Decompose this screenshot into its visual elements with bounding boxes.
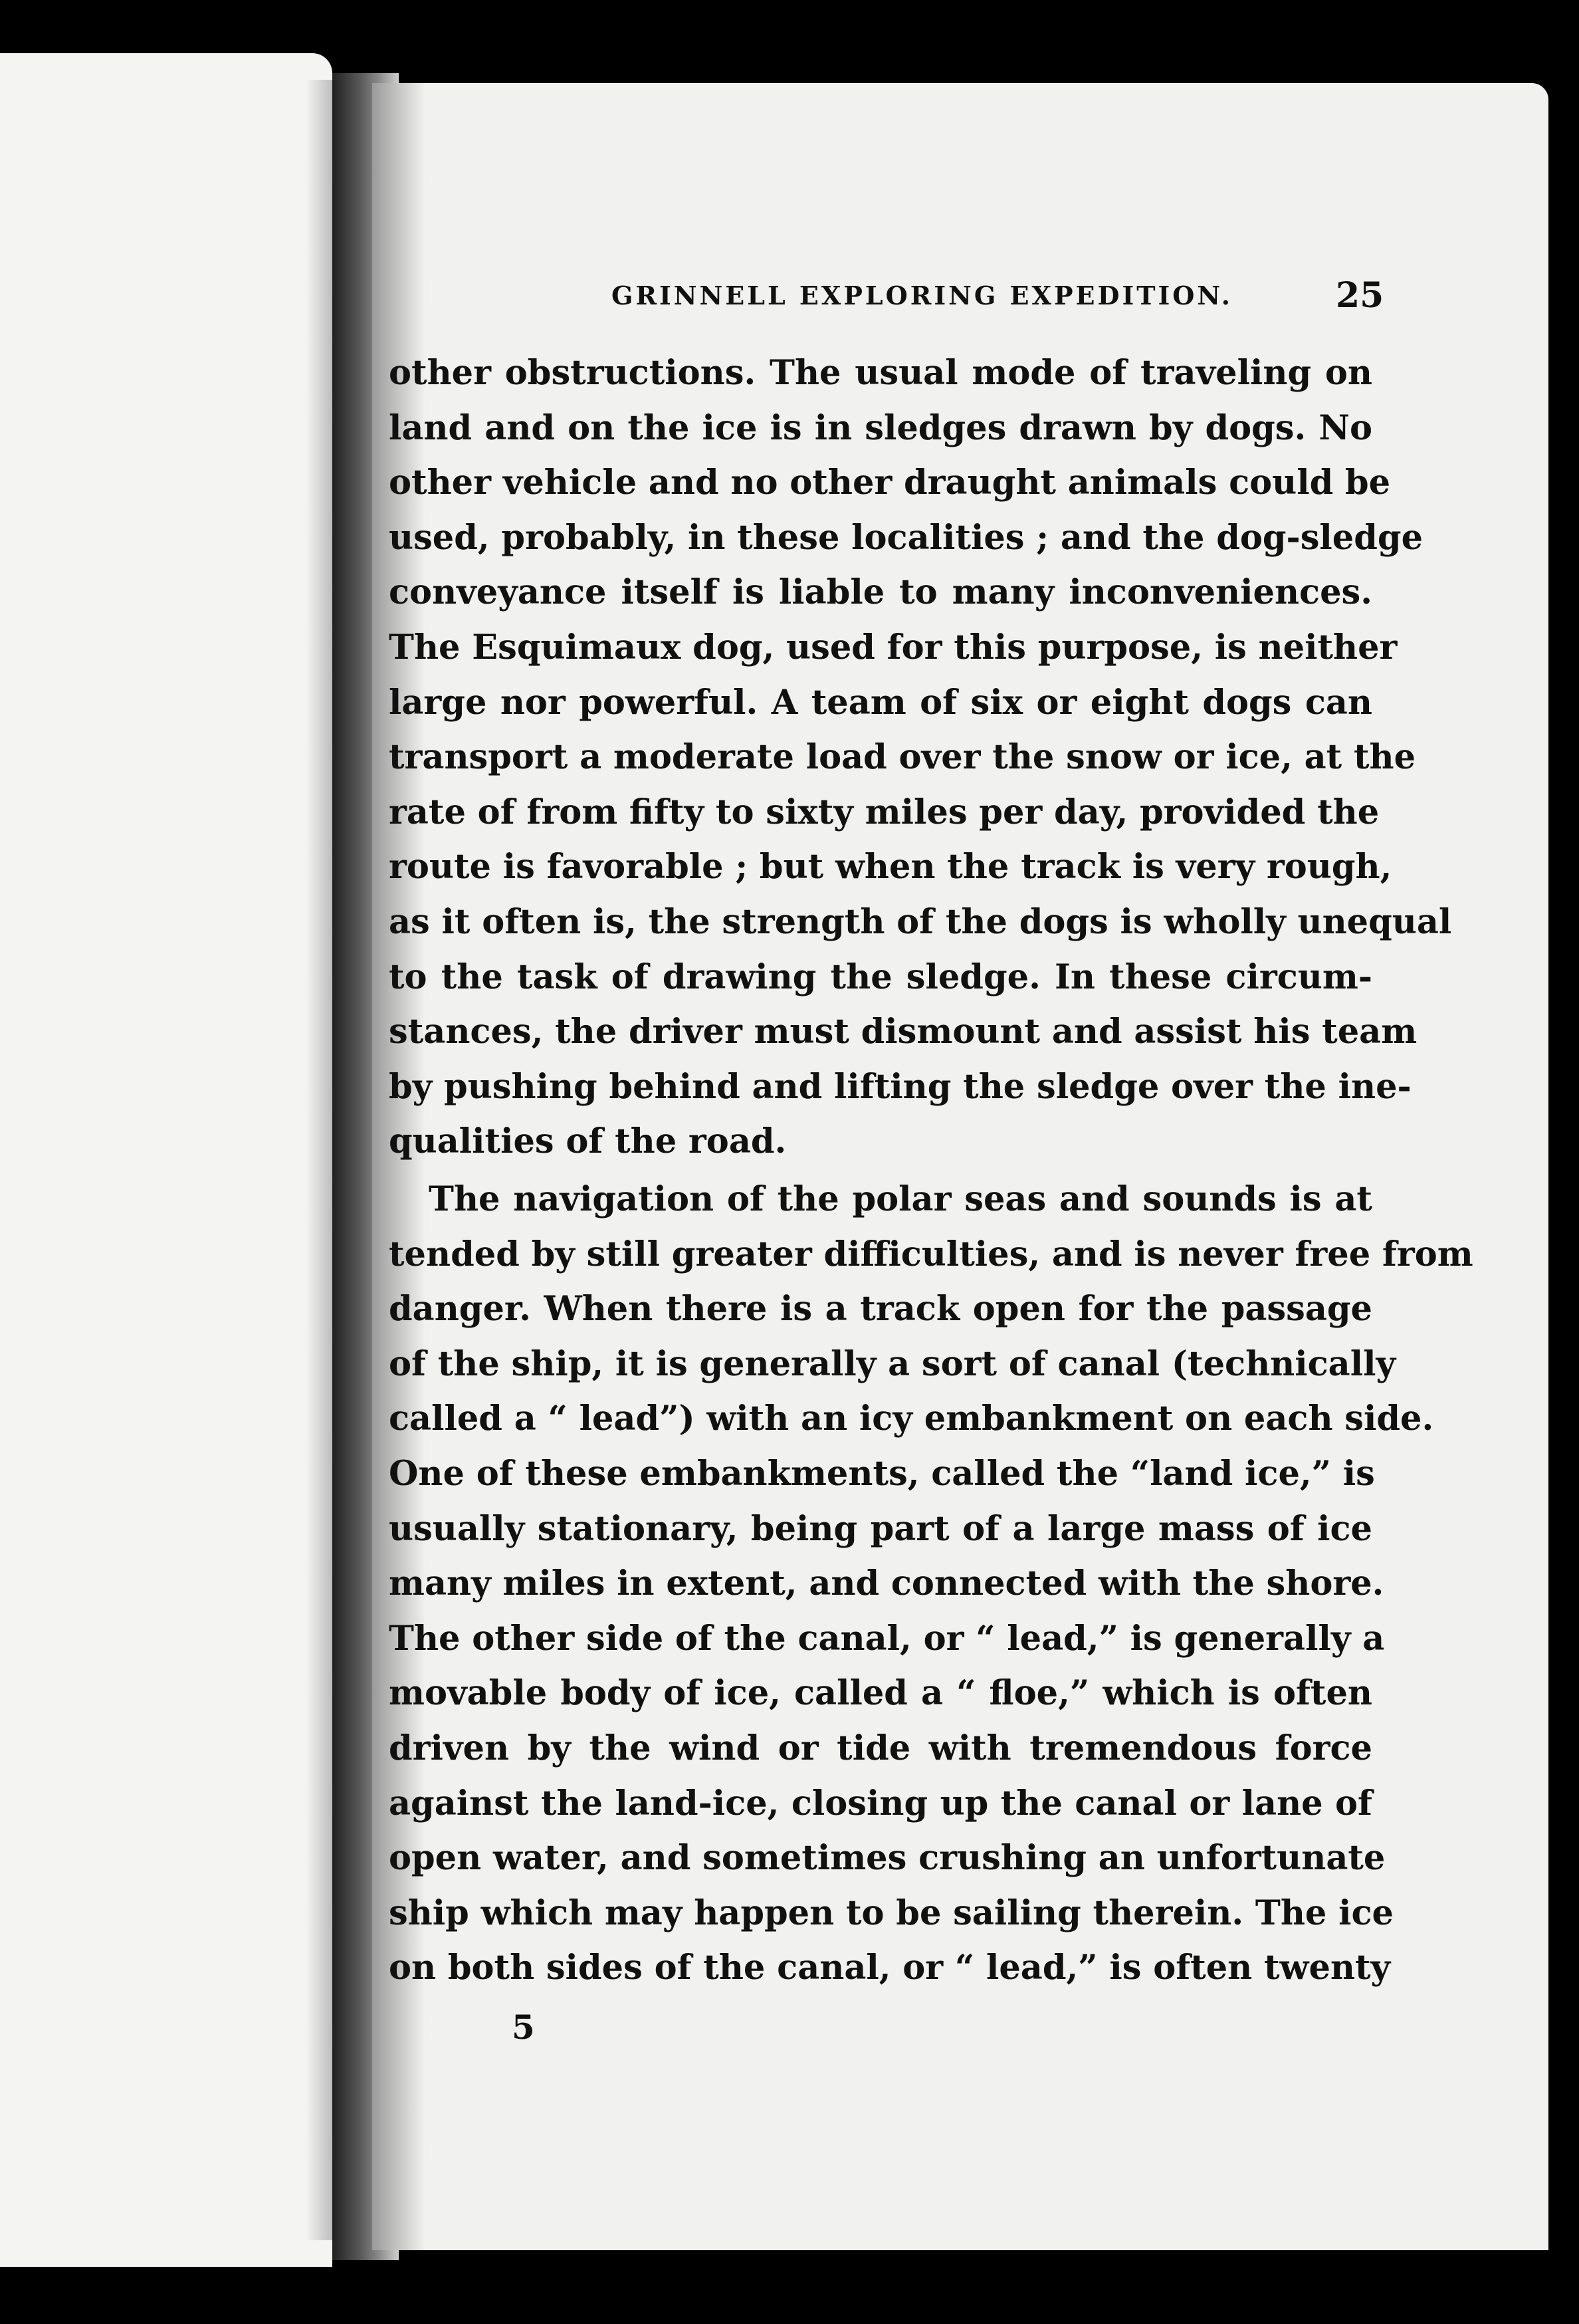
body-line: as it often is, the strength of the dogs is wholly unequal: [389, 902, 1452, 942]
body-line: The Esquimaux dog, used for this purpose, is neither: [389, 628, 1398, 667]
body-line: open water, and sometimes crushing an unfortunate: [389, 1838, 1386, 1879]
body-line: stances, the driver must dismount and assist his team: [389, 1012, 1418, 1052]
body-line: called a “ lead”) with an icy embankment on each side.: [389, 1399, 1434, 1439]
page-number: 25: [1336, 275, 1384, 316]
body-line: conveyance itself is liable to many inconveniences.: [389, 572, 1372, 613]
body-line: transport a moderate load over the snow or ice, at the: [389, 737, 1416, 778]
body-line: other obstructions. The usual mode of traveling on: [389, 353, 1372, 393]
body-line: driven by the wind or tide with tremendous force: [389, 1728, 1372, 1768]
body-line: usually stationary, being part of a large mass of ice: [389, 1508, 1372, 1549]
signature-mark: 5: [512, 2008, 535, 2047]
body-line: The other side of the canal, or “ lead,” is generally a: [389, 1618, 1385, 1659]
left-page: [0, 53, 332, 2267]
body-line: The navigation of the polar seas and sounds is at: [429, 1179, 1372, 1219]
body-line: used, probably, in these localities ; and the dog-sledge: [389, 517, 1423, 558]
body-line: movable body of ice, called a “ floe,” which is often: [389, 1673, 1372, 1714]
body-line: One of these embankments, called the “land ice,” is: [389, 1454, 1375, 1494]
body-line: against the land-ice, closing up the canal or lane of: [389, 1783, 1372, 1823]
body-line: ship which may happen to be sailing therein. The ice: [389, 1893, 1394, 1933]
page-header: [611, 275, 1384, 320]
body-line: on both sides of the canal, or “ lead,” is often twenty: [389, 1948, 1391, 1988]
body-line: route is favorable ; but when the track is very rough,: [389, 847, 1392, 887]
body-line: danger. When there is a track open for the passage: [389, 1289, 1372, 1330]
body-line: of the ship, it is generally a sort of canal (technically: [389, 1343, 1396, 1384]
body-line: large nor powerful. A team of six or eight dogs can: [389, 682, 1372, 723]
body-line: by pushing behind and lifting the sledge over the ine-: [389, 1066, 1412, 1107]
running-title: GRINNELL EXPLORING EXPEDITION.: [611, 281, 1233, 310]
body-line: rate of from fifty to sixty miles per day, provided the: [389, 792, 1380, 832]
body-line: qualities of the road.: [389, 1121, 787, 1162]
body-line: tended by still greater difficulties, and is never free from: [389, 1234, 1473, 1274]
body-line: to the task of drawing the sledge. In these circum-: [389, 957, 1372, 997]
body-line: land and on the ice is in sledges drawn by dogs. No: [389, 407, 1372, 448]
body-line: other vehicle and no other draught animals could be: [389, 463, 1391, 503]
left-page-fold-shadow: [306, 80, 332, 2240]
body-line: many miles in extent, and connected with the shore.: [389, 1564, 1384, 1604]
